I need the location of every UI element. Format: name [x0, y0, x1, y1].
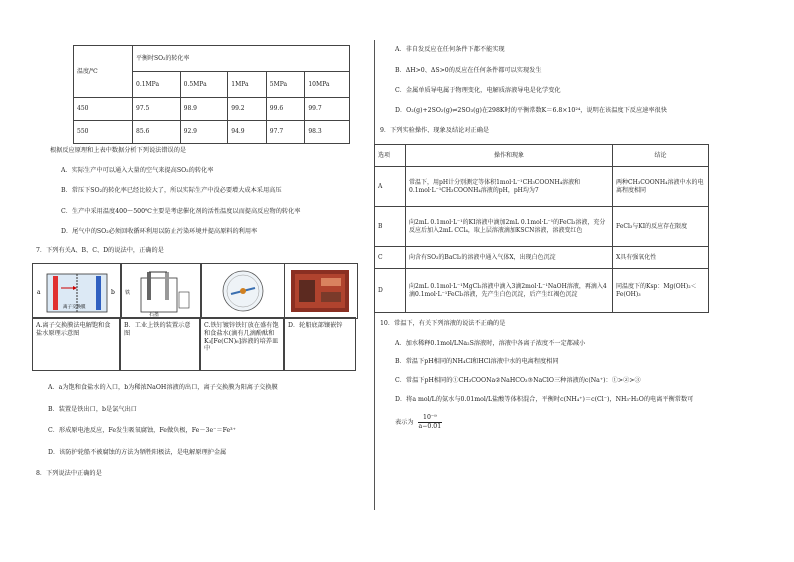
value-cell: 97.5	[133, 98, 181, 121]
figure-d	[284, 263, 358, 319]
q6-option-a: A．实际生产中可以通入大量的空气来提高SO₂的转化率	[61, 167, 214, 174]
q8-option-d: D．O₂(g)+2SO₂(g)⇌2SO₃(g)在298K时的平衡常数K＝6.8×10²⁴，说明在该温度下反应速率很快	[395, 107, 667, 114]
value-cell: 94.9	[228, 121, 267, 144]
electrolysis-cell-diagram	[33, 264, 121, 318]
pressure-cell: 10MPa	[305, 72, 350, 98]
iron-apparatus-diagram	[121, 264, 201, 318]
pressure-cell: 0.1MPa	[133, 72, 181, 98]
temp-header: 温度/℃	[74, 46, 133, 98]
q10-option-a: A．加水稀释0.1mol/LNa₂S溶液时，溶液中各离子浓度不一定都减小	[395, 340, 586, 347]
figure-c	[200, 263, 286, 319]
conversion-table	[73, 45, 350, 144]
q10-option-d-tail	[395, 414, 442, 431]
label-a: a	[37, 289, 41, 296]
caption-a: A.离子交换膜法电解饱和食盐水原理示意图	[32, 317, 120, 371]
q7-option-a: A．a为饱和食盐水的入口，b为稀浓NaOH溶液的出口，离子交换膜为阳离子交换膜	[48, 384, 278, 391]
label-membrane: 离子交换膜	[63, 305, 86, 310]
row-key: D	[375, 269, 406, 313]
row-conclusion: FeCl₃与KI的反应存在限度	[613, 207, 709, 247]
value-cell: 85.6	[133, 121, 181, 144]
q10-option-c: C．常温下pH相同的①CH₃COONa②NaHCO₃③NaClO三种溶液的c(Na⁺)：①>②>③	[395, 377, 641, 384]
q6-option-c: C．生产中采用温度400～500℃主要是考虑催化剂的活性温度以而提高反应物的转化率	[61, 208, 301, 215]
row-key: C	[375, 247, 406, 269]
temp-cell: 550	[74, 121, 133, 144]
figure-a	[32, 263, 122, 319]
q8-option-a: A．非自发反应在任何条件下都不能实现	[395, 46, 505, 53]
value-cell: 99.2	[228, 98, 267, 121]
label-b: b	[111, 289, 115, 296]
figure-b	[120, 263, 202, 319]
q8-option-c: C．金属单质导电属于物理变化，电解质溶液导电是化学变化	[395, 87, 561, 94]
pressure-cell: 1MPa	[228, 72, 267, 98]
row-key: B	[375, 207, 406, 247]
caption-c: C.铁钉镀锌铁钉放在盛有饱和食盐水(滴有几滴酚酞和K₃[Fe(CN)₆]溶液的培养皿中	[200, 317, 284, 371]
caption-d: D．轮船底部镶嵌锌	[284, 317, 356, 371]
row-conclusion: X具有强氧化性	[613, 247, 709, 269]
value-cell: 99.7	[305, 98, 350, 121]
q6-stem: 根据反应原理和上表中数据分析下列说法错误的是	[50, 147, 187, 154]
q10-d-tail-text: 表示为	[395, 418, 414, 426]
q9-stem: 9．下列实验操作、现象及结论对正确是	[380, 127, 490, 134]
value-cell: 98.9	[180, 98, 228, 121]
fraction-numerator: 10⁻⁹	[418, 414, 443, 423]
header-conclusion: 结论	[613, 145, 709, 167]
row-operation: 常温下，用pH计分别测定等体积1mol·L⁻¹CH₃COONH₄溶液和0.1mol·L⁻¹CH₃COONH₄溶液的pH，pH均为7	[406, 167, 613, 207]
value-cell: 92.9	[180, 121, 228, 144]
q6-option-d: D．尾气中的SO₂必须回收循环利用以防止污染环境并提高原料的利用率	[61, 228, 258, 235]
row-conclusion: 同温度下的Ksp：Mg(OH)₂＜Fe(OH)₃	[613, 269, 709, 313]
label-tie: 铁	[125, 290, 131, 296]
value-cell: 99.6	[266, 98, 305, 121]
caption-b: B．工业上铁的装置示意图	[120, 317, 200, 371]
pressure-cell: 0.5MPa	[180, 72, 228, 98]
q8-stem: 8．下列说法中正确的是	[36, 470, 102, 477]
pressure-cell: 5MPa	[266, 72, 305, 98]
q8-option-b: B．ΔH>0、ΔS>0的反应在任何条件都可以实现发生	[395, 67, 542, 74]
row-operation: 向含有SO₂的BaCl₂的溶液中通入气体X，出现白色沉淀	[406, 247, 613, 269]
value-cell: 98.3	[305, 121, 350, 144]
q10-option-b: B．常温下pH相同的NH₄Cl和HCl溶液中水的电离程度相同	[395, 358, 559, 365]
row-key: A	[375, 167, 406, 207]
header-operation: 操作和现象	[406, 145, 613, 167]
q7-option-b: B．装置是铁出口，b是氯气出口	[48, 406, 137, 413]
value-cell: 97.7	[266, 121, 305, 144]
q10-option-d: D．将a mol/L的氨水与0.01mol/L盐酸等体积混合，平衡时c(NH₄⁺)＝c(Cl⁻)，NH₃·H₂O的电离平衡常数可	[395, 396, 694, 403]
label-shimo: 石墨	[149, 312, 160, 318]
conversion-header: 平衡时SO₂的转化率	[133, 46, 350, 72]
q7-option-c: C．形成原电池反应，Fe发生吸氧腐蚀，Fe做负极，Fe－3e⁻＝Fe³⁺	[48, 427, 236, 434]
experiment-table	[374, 144, 709, 313]
ship-hull-photo	[285, 264, 357, 318]
temp-cell: 450	[74, 98, 133, 121]
q7-stem: 7．下列有关A、B、C、D的说法中，正确的是	[36, 247, 164, 254]
row-operation: 向2mL 0.1mol·L⁻¹的KI溶液中滴加2mL 0.1mol·L⁻¹的FeCl₃溶液，充分反应后加入2mL CCl₄，取上层溶液滴加KSCN溶液，溶液变红色	[406, 207, 613, 247]
q7-option-d: D．该防护轮船不被腐蚀的方法为牺牲阳极法，是电解原理护金属	[48, 449, 227, 456]
header-option: 选项	[375, 145, 406, 167]
fraction-denominator: a−0.01	[418, 422, 442, 430]
row-conclusion: 两种CH₃COONH₄溶液中水的电离程度相同	[613, 167, 709, 207]
q6-option-b: B．常压下SO₂的转化率已经比较大了，所以实际生产中没必要增大成本采用高压	[61, 187, 282, 194]
q10-stem: 10．常温下，有关下列溶液的说法不正确的是	[380, 320, 506, 327]
fraction	[418, 414, 443, 431]
petri-dish-diagram	[201, 264, 285, 318]
row-operation: 向2mL 0.1mol·L⁻¹MgCl₂溶液中滴入3滴2mol·L⁻¹NaOH溶液，再滴入4滴0.1mol·L⁻¹FeCl₃溶液，先产生白色沉淀，后产生红褐色沉淀	[406, 269, 613, 313]
